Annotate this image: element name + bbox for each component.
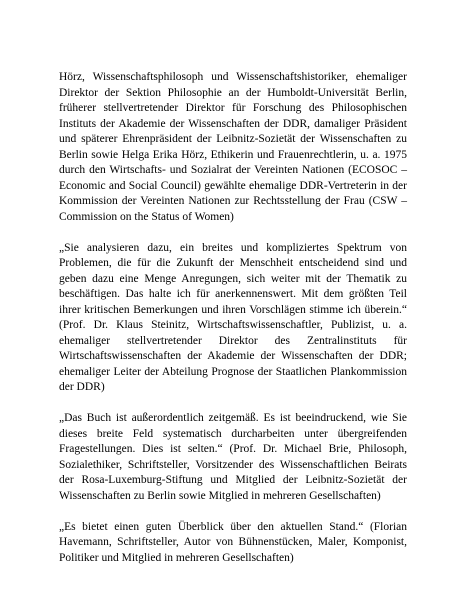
paragraph-quote-steinitz: „Sie analysieren dazu, ein breites und kompliziertes Spektrum von Problemen, die für die Zukunft der Menschheit entscheidend sind und geben dazu eine Menge Anregungen, sich weiter mit der Thematik zu beschäftigen. Das halte ich für anerkennenswert. Mit dem größten Teil ihrer kritischen Bemerkungen und ihren Vorschlägen stimme ich überein.“ (Prof. Dr. Klaus Steinitz, Wirtschaftswissenschaftler, Publizist, u. a. ehemaliger stellvertretender Direktor des Zentralinstituts für Wirtschaftswissenschaften der Akademie der Wissenschaften der DDR; ehemaliger Leiter der Abteilung Prognose der Staatlichen Plankommission der DDR) (59, 241, 407, 393)
paragraph-author-bio: Hörz, Wissenschaftsphilosoph und Wissenschaftshistoriker, ehemaliger Direktor der Sektion Philosophie an der Humboldt-Universität Berlin, früherer stellvertretender Direktor für Forschung des Philosophischen Instituts der Akademie der Wissenschaften der DDR, damaliger Präsident und späterer Ehrenpräsident der Leibnitz-Sozietät der Wissenschaften zu Berlin sowie Helga Erika Hörz, Ethikerin und Frauenrechtlerin, u. a. 1975 durch den Wirtschafts- und Sozialrat der Vereinten Nationen (ECOSOC – Economic and Social Council) gewählte ehemalige DDR-Vertreterin in der Kommission der Vereinten Nationen zur Rechtsstellung der Frau (CSW – Commission on the Status of Women) (59, 71, 407, 223)
document-body (59, 70, 407, 582)
paragraph-quote-havemann: „Es bietet einen guten Überblick über den aktuellen Stand.“ (Florian Havemann, Schriftsteller, Autor von Bühnenstücken, Maler, Komponist, Politiker und Mitglied in mehreren Gesellschaften) (59, 520, 407, 564)
paragraph-quote-brie: „Das Buch ist außerordentlich zeitgemäß. Es ist beeindruckend, wie Sie dieses breite Feld systematisch durcharbeiten unter übergreifenden Fragestellungen. Dies ist selten.“ (Prof. Dr. Michael Brie, Philosoph, Sozialethiker, Schriftsteller, Vorsitzender des Wissenschaftlichen Beirats der Rosa-Luxemburg-Stiftung und Mitglied der Leibnitz-Sozietät der Wissenschaften zu Berlin sowie Mitglied in mehreren Gesellschaften) (59, 412, 407, 502)
